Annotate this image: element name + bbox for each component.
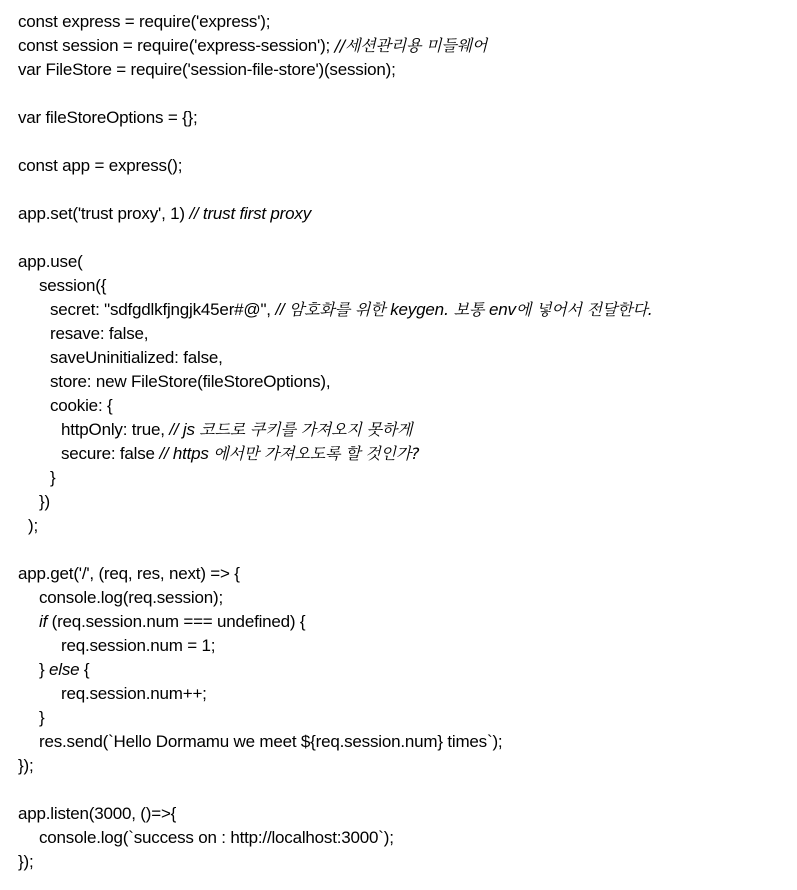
code-text: app.use(	[18, 252, 83, 271]
code-line	[18, 322, 794, 346]
code-text: session({	[39, 276, 107, 295]
code-line	[18, 850, 794, 874]
code-comment: env	[489, 300, 516, 319]
code-line	[18, 58, 794, 82]
blank-line	[18, 538, 794, 562]
code-line	[18, 466, 794, 490]
blank-line	[18, 226, 794, 250]
code-text: }	[50, 468, 56, 487]
code-keyword: if	[39, 612, 48, 631]
blank-line	[18, 82, 794, 106]
code-line	[18, 202, 794, 226]
code-text: cookie: {	[50, 396, 113, 415]
code-text: (req.session.num === undefined) {	[47, 612, 306, 631]
blank-line	[18, 178, 794, 202]
code-line	[18, 154, 794, 178]
code-line	[18, 682, 794, 706]
code-text: app.get('/', (req, res, next) => {	[18, 564, 240, 583]
code-text: });	[18, 852, 34, 871]
code-line	[18, 250, 794, 274]
code-comment: // trust first proxy	[189, 204, 311, 223]
code-comment: 암호화를 위한	[288, 300, 391, 319]
code-text: })	[39, 492, 50, 511]
code-comment: 에 넣어서 전달한다.	[515, 300, 653, 319]
code-line	[18, 442, 794, 466]
code-line	[18, 106, 794, 130]
code-comment: // js	[169, 420, 200, 439]
code-comment: . 보통	[443, 300, 490, 319]
code-line	[18, 346, 794, 370]
code-line	[18, 706, 794, 730]
code-text: const session = require('express-session');	[18, 36, 335, 55]
code-text: req.session.num++;	[61, 684, 207, 703]
code-text: secret: "sdfgdlkfjngjk45er#@",	[50, 300, 276, 319]
code-text: saveUninitialized: false,	[50, 348, 223, 367]
code-line	[18, 586, 794, 610]
code-line	[18, 634, 794, 658]
code-line	[18, 418, 794, 442]
code-line	[18, 562, 794, 586]
code-text: httpOnly: true,	[61, 420, 170, 439]
code-line	[18, 34, 794, 58]
code-line	[18, 658, 794, 682]
code-text: }	[39, 660, 50, 679]
code-text: store: new FileStore(fileStoreOptions),	[50, 372, 331, 391]
code-line	[18, 514, 794, 538]
code-line	[18, 826, 794, 850]
code-text: res.send(`Hello Dormamu we meet ${req.session.num} times`);	[39, 732, 503, 751]
code-text: console.log(`success on : http://localhost:3000`);	[39, 828, 394, 847]
code-text: });	[18, 756, 34, 775]
code-text: app.listen(3000, ()=>{	[18, 804, 177, 823]
code-comment: 에서만 가져오도록 할 것인가?	[213, 444, 420, 463]
code-comment: 코드로 쿠키를 가져오지 못하게	[199, 420, 413, 439]
code-comment: // https	[159, 444, 214, 463]
code-text: console.log(req.session);	[39, 588, 223, 607]
code-text: var FileStore = require('session-file-store')(session);	[18, 60, 396, 79]
code-text: req.session.num = 1;	[61, 636, 216, 655]
code-text: const app = express();	[18, 156, 183, 175]
code-text: {	[79, 660, 90, 679]
code-text: var fileStoreOptions = {};	[18, 108, 198, 127]
code-line	[18, 274, 794, 298]
code-text: resave: false,	[50, 324, 149, 343]
code-text: }	[39, 708, 45, 727]
code-keyword: else	[49, 660, 80, 679]
code-line	[18, 730, 794, 754]
code-text: );	[28, 516, 38, 535]
code-line	[18, 298, 794, 322]
code-text: secure: false	[61, 444, 160, 463]
code-comment: //세션관리용 미들웨어	[334, 36, 488, 55]
code-line	[18, 754, 794, 778]
code-text: app.set('trust proxy', 1)	[18, 204, 190, 223]
code-line	[18, 370, 794, 394]
blank-line	[18, 778, 794, 802]
code-line	[18, 490, 794, 514]
code-text: const express = require('express');	[18, 12, 271, 31]
code-line	[18, 10, 794, 34]
code-line	[18, 394, 794, 418]
code-comment: //	[275, 300, 289, 319]
blank-line	[18, 130, 794, 154]
code-block	[18, 10, 794, 874]
code-line	[18, 610, 794, 634]
code-comment: keygen	[390, 300, 444, 319]
code-line	[18, 802, 794, 826]
